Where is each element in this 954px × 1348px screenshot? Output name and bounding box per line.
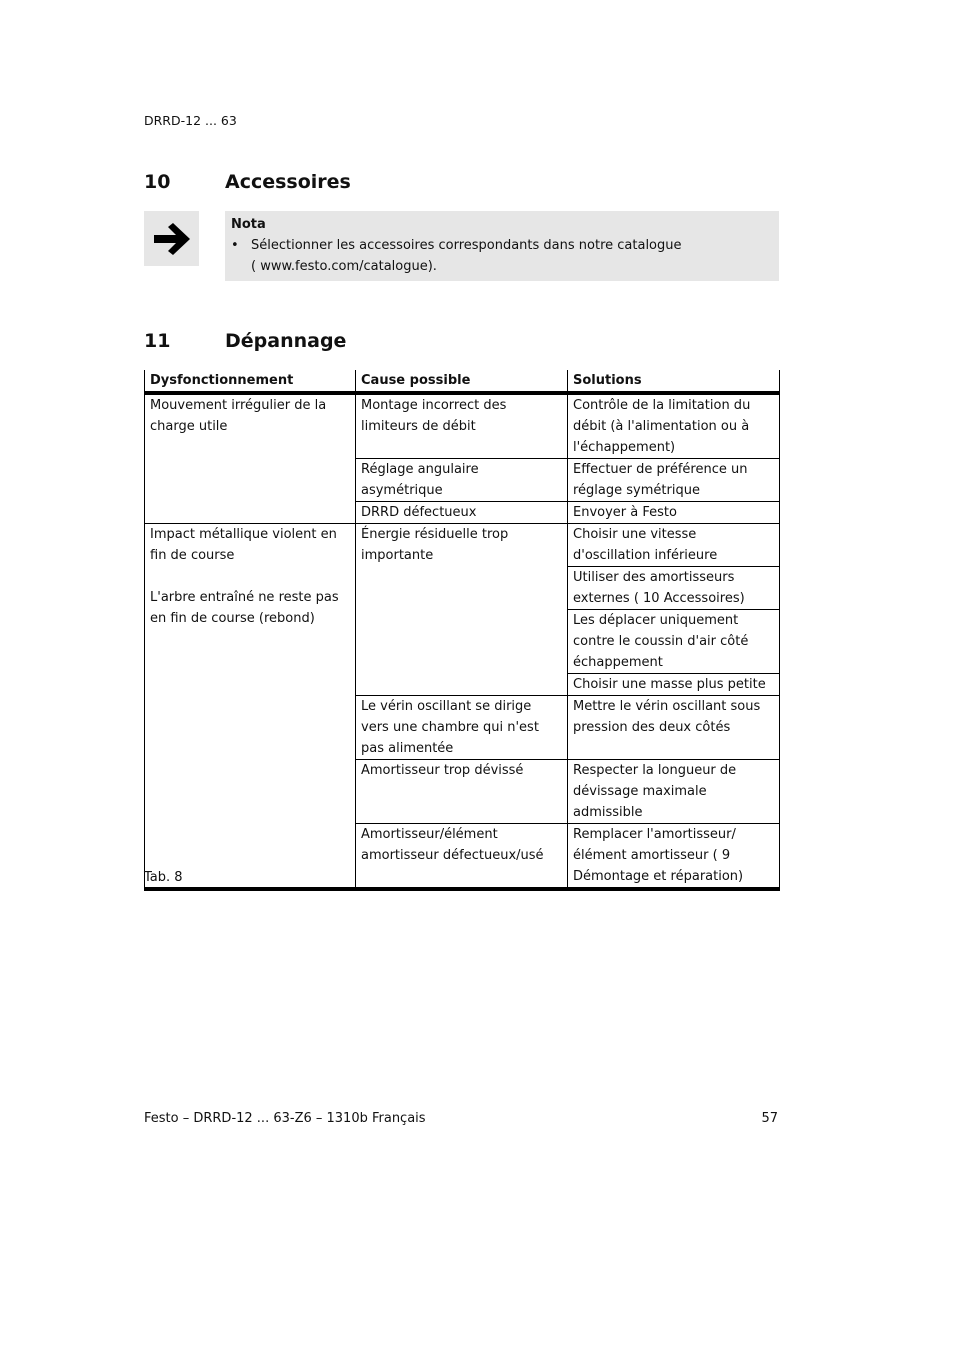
note-text: Sélectionner les accessoires correspondants dans notre catalogue (251, 238, 682, 253)
section-number: 11 (144, 330, 171, 352)
section-heading-accessoires (144, 171, 351, 193)
column-header: Dysfonctionnement (145, 370, 356, 393)
section-title: Dépannage (225, 330, 347, 352)
cause-cell: Le vérin oscillant se dirige vers une chambre qui n'est pas alimentée (356, 696, 568, 760)
section-heading-depannage (144, 330, 346, 352)
malfunction-text: L'arbre entraîné ne reste pas en fin de course (rebond) (150, 590, 339, 626)
solution-cell: Les déplacer uniquement contre le coussin d'air côté échappement (568, 610, 780, 674)
section-title: Accessoires (225, 171, 351, 193)
solution-cell: Mettre le vérin oscillant sous pression des deux côtés (568, 696, 780, 760)
solution-cell: Utiliser des amortisseurs externes ( 10 Accessoires) (568, 567, 780, 610)
note-arrow-panel (144, 211, 199, 266)
solution-cell: Choisir une masse plus petite (568, 674, 780, 696)
cause-cell: Réglage angulaire asymétrique (356, 459, 568, 502)
note-bullet-item (231, 235, 773, 256)
section-number: 10 (144, 171, 171, 193)
running-header: DRRD-12 ... 63 (144, 113, 237, 128)
note-bullet-continuation (231, 256, 773, 277)
troubleshooting-table (144, 370, 780, 891)
footer-text: Festo – DRRD-12 ... 63-Z6 – 1310b Français (144, 1111, 426, 1126)
solution-cell: Remplacer l'amortisseur/ élément amortisseur ( 9 Démontage et réparation) (568, 824, 780, 890)
table-row (145, 524, 780, 567)
cause-cell: Amortisseur trop dévissé (356, 760, 568, 824)
malfunction-cell: Mouvement irrégulier de la charge utile (145, 393, 356, 524)
cause-cell: Amortisseur/élément amortisseur défectueux/usé (356, 824, 568, 890)
column-header: Solutions (568, 370, 780, 393)
table-caption: Tab. 8 (144, 870, 183, 885)
note-title: Nota (231, 217, 266, 232)
solution-cell: Effectuer de préférence un réglage symétrique (568, 459, 780, 502)
note-box (225, 211, 779, 281)
column-header: Cause possible (356, 370, 568, 393)
malfunction-cell (145, 524, 356, 890)
cause-cell: Énergie résiduelle trop importante (356, 524, 568, 696)
table-row (145, 393, 780, 459)
cause-cell: DRRD défectueux (356, 502, 568, 524)
note-link-text: ( www.festo.com/catalogue). (251, 259, 437, 274)
solution-cell: Choisir une vitesse d'oscillation inférieure (568, 524, 780, 567)
table-header-row (145, 370, 780, 393)
bullet: • (231, 238, 239, 253)
cause-cell: Montage incorrect des limiteurs de débit (356, 393, 568, 459)
right-arrow-icon (152, 222, 192, 256)
solution-cell: Envoyer à Festo (568, 502, 780, 524)
page-number: 57 (761, 1111, 778, 1126)
solution-cell: Contrôle de la limitation du débit (à l'alimentation ou à l'échappement) (568, 393, 780, 459)
malfunction-text: Impact métallique violent en fin de course (150, 527, 337, 563)
solution-cell: Respecter la longueur de dévissage maximale admissible (568, 760, 780, 824)
